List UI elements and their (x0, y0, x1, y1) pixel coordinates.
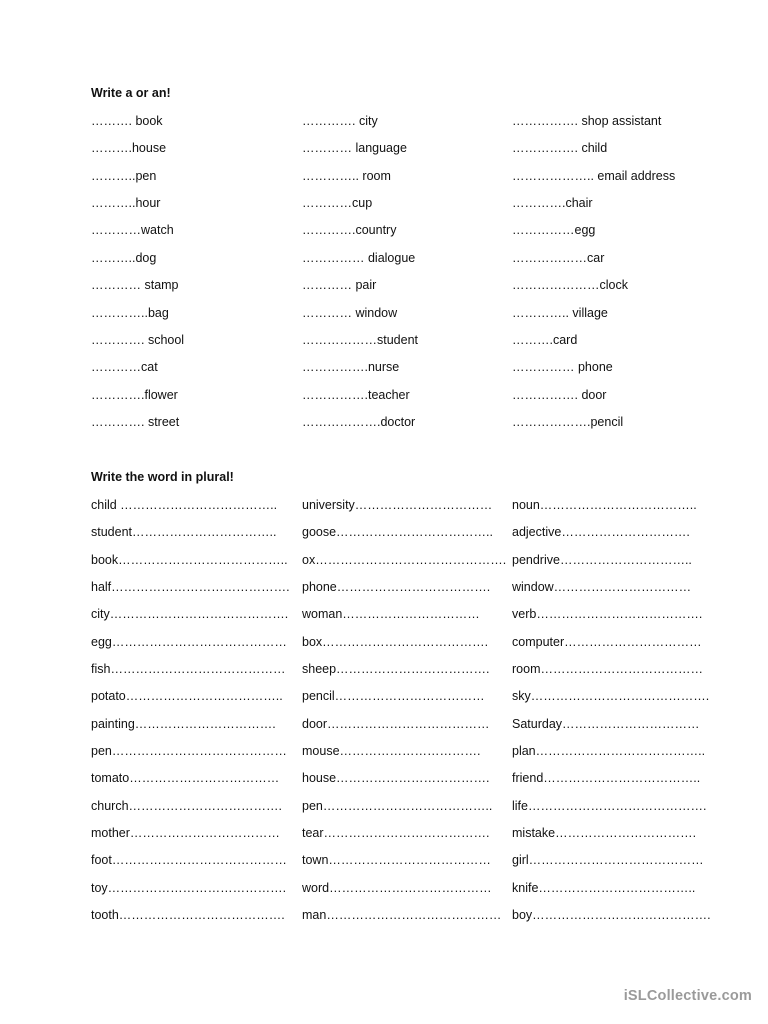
article-row (91, 387, 731, 414)
exercise-item: girl…………………………………… (512, 853, 704, 868)
exercise-item: …………..bag (91, 305, 169, 320)
article-row (91, 414, 731, 441)
exercise-item: pen…………………………………… (91, 744, 287, 759)
plural-row (91, 825, 731, 852)
plural-row (91, 497, 731, 524)
exercise-item: tear…………………………………. (302, 826, 490, 841)
exercise-item: …………….teacher (302, 387, 410, 402)
plural-exercise-grid (91, 497, 731, 935)
exercise-item: mother……………………………… (91, 826, 280, 841)
exercise-item: potato……………………………….. (91, 689, 283, 704)
exercise-item: …………. street (91, 414, 180, 429)
plural-row (91, 661, 731, 688)
exercise-item: phone………………………………. (302, 580, 491, 595)
exercise-item: ox………………………………………. (302, 552, 507, 567)
exercise-item: ……….house (91, 141, 167, 156)
plural-row (91, 688, 731, 715)
exercise-item: toy……………………………………. (91, 880, 287, 895)
exercise-item: ………….. room (302, 168, 391, 183)
plural-row (91, 907, 731, 934)
exercise-item: ……………egg (512, 223, 596, 238)
exercise-item: ………… language (302, 141, 407, 156)
exercise-item: ……………. door (512, 387, 607, 402)
exercise-item: mouse……………………………. (302, 744, 481, 759)
exercise-item: Saturday…………………………… (512, 716, 700, 731)
exercise-item: painting……………………………. (91, 716, 276, 731)
exercise-item: ……………. shop assistant (512, 114, 662, 128)
exercise-item: ……………. child (512, 141, 608, 156)
exercise-item: …………… phone (512, 360, 613, 375)
exercise-item: noun……………………………….. (512, 498, 697, 512)
article-row (91, 305, 731, 332)
exercise-item: ………..pen (91, 168, 157, 183)
exercise-item: student…………………………….. (91, 525, 277, 540)
exercise-item: pendrive………………………….. (512, 552, 692, 567)
exercise-item: ………….. village (512, 305, 608, 320)
exercise-item: ………..hour (91, 196, 161, 211)
exercise-item: ………………car (512, 250, 605, 265)
exercise-item: tomato……………………………… (91, 771, 280, 786)
plural-row (91, 634, 731, 661)
exercise-item: word………………………………… (302, 880, 492, 895)
exercise-item: ……………….pencil (512, 414, 624, 429)
exercise-item: foot…………………………………… (91, 853, 287, 868)
exercise-item: window…………………………… (512, 580, 692, 595)
exercise-item: ………………student (302, 332, 419, 347)
exercise-item: ………… stamp (91, 278, 179, 293)
exercise-item: book………………………………….. (91, 552, 288, 567)
exercise-item: friend……………………………….. (512, 771, 701, 786)
plural-row (91, 606, 731, 633)
exercise-item: …………watch (91, 223, 174, 238)
exercise-item: computer…………………………… (512, 634, 702, 649)
exercise-item: fish…………………………………… (91, 662, 286, 677)
exercise-item: sky……………………………………. (512, 689, 710, 704)
exercise-item: mistake……………………………. (512, 826, 697, 841)
exercise-item: goose……………………………….. (302, 525, 494, 540)
plural-row (91, 552, 731, 579)
exercise-item: pen………………………………….. (302, 798, 493, 813)
plural-row (91, 524, 731, 551)
exercise-item: adjective…………………………. (512, 525, 690, 540)
plural-row (91, 880, 731, 907)
exercise-item: knife……………………………….. (512, 880, 696, 895)
exercise-item: verb…………………………………. (512, 607, 703, 622)
exercise-item: …………. school (91, 332, 185, 347)
plural-row (91, 770, 731, 797)
article-row (91, 277, 731, 304)
exercise-item: ………….country (302, 223, 397, 238)
exercise-item: church………………………………. (91, 798, 282, 813)
plural-row (91, 743, 731, 770)
article-row (91, 250, 731, 277)
exercise-item: half……………………………………. (91, 580, 290, 595)
watermark: iSLCollective.com (623, 988, 752, 1004)
exercise-item: plan………………………………….. (512, 744, 706, 759)
exercise-item: pencil……………………………… (302, 689, 485, 704)
exercise-item: ……….card (512, 332, 578, 347)
article-row (91, 332, 731, 359)
exercise-item: ……………….. email address (512, 168, 676, 183)
exercise-item: …………cat (91, 360, 158, 375)
article-row (91, 195, 731, 222)
exercise-item: university…………………………… (302, 498, 493, 512)
plural-row (91, 798, 731, 825)
plural-row (91, 852, 731, 879)
article-row (91, 113, 731, 140)
exercise-item: …………… dialogue (302, 250, 416, 265)
exercise-item: house………………………………. (302, 771, 490, 786)
exercise-item: woman…………………………… (302, 607, 480, 622)
exercise-item: ………… window (302, 305, 398, 320)
plural-row (91, 716, 731, 743)
exercise-item: …………. city (302, 114, 378, 128)
exercise-item: ………….flower (91, 387, 178, 402)
exercise-item: ………… pair (302, 278, 377, 293)
article-exercise-grid (91, 113, 731, 441)
exercise-item: boy……………………………………. (512, 908, 711, 923)
exercise-item: ………. book (91, 114, 163, 128)
plural-row (91, 579, 731, 606)
article-row (91, 222, 731, 249)
exercise-item: man…………………………………… (302, 908, 502, 923)
exercise-item: door………………………………… (302, 716, 490, 731)
section2-title: Write the word in plural! (91, 470, 234, 484)
exercise-item: …………cup (302, 196, 373, 211)
exercise-item: city……………………………………. (91, 607, 289, 622)
exercise-item: life……………………………………. (512, 798, 707, 813)
exercise-item: ………….chair (512, 196, 593, 211)
exercise-item: tooth…………………………………. (91, 908, 285, 923)
exercise-item: child ……………………………….. (91, 498, 278, 512)
article-row (91, 168, 731, 195)
exercise-item: ……………….doctor (302, 414, 416, 429)
exercise-item: …………….nurse (302, 360, 400, 375)
article-row (91, 359, 731, 386)
article-row (91, 140, 731, 167)
exercise-item: …………………clock (512, 278, 628, 293)
exercise-item: town………………………………… (302, 853, 491, 868)
section1-title: Write a or an! (91, 86, 171, 100)
exercise-item: ………..dog (91, 250, 157, 265)
exercise-item: egg…………………………………… (91, 634, 287, 649)
exercise-item: room………………………………… (512, 662, 703, 677)
exercise-item: sheep………………………………. (302, 662, 490, 677)
exercise-item: box…………………………………. (302, 634, 489, 649)
